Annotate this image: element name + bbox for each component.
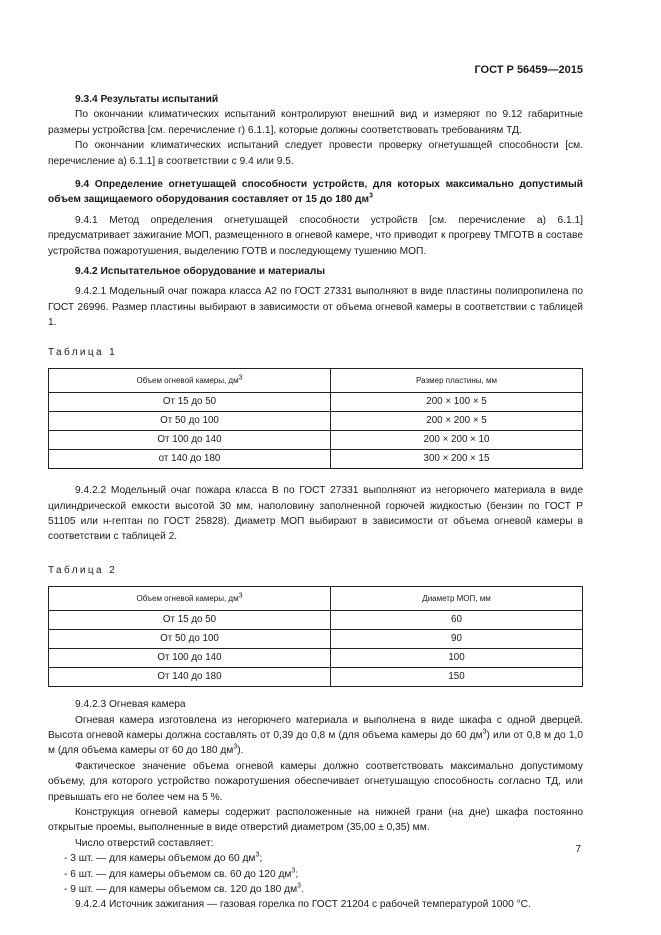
- table-2: [48, 586, 583, 687]
- table-row: От 50 до 100 200 × 200 × 5: [49, 412, 583, 431]
- paragraph: Фактическое значение объема огневой камеры должно соответствовать максимально допустимому объему, для которого устройство пожаротушения обеспечивает огнетушащую способность согласно ТД, или превышать его не более чем на 5 %.: [48, 760, 583, 803]
- table-row: от 140 до 180 300 × 200 × 15: [49, 450, 583, 469]
- section-heading-9-3-4: 9.3.4 Результаты испытаний: [75, 94, 219, 105]
- table-header-cell: Диаметр МОП, мм: [331, 587, 583, 611]
- standard-header: ГОСТ Р 56459—2015: [474, 64, 583, 76]
- superscript: 3: [369, 193, 373, 201]
- table-row: От 100 до 140 100: [49, 649, 583, 668]
- table-header-cell: Размер пластины, мм: [331, 369, 583, 393]
- list-item: - 3 шт. — для камеры объемом до 60 $дм^3$;: [64, 851, 263, 865]
- paragraph: 9.4.2.1 Модельный очаг пожара класса А2 по ГОСТ 27331 выполняют в виде пластины полипропилена по ГОСТ 26996. Размер пластины выбирают в зависимости от объема огневой камеры в соответствии с таблицей 1.: [48, 286, 583, 329]
- table-row: От 15 до 50 200 × 100 × 5: [49, 393, 583, 412]
- page-content: [48, 92, 583, 913]
- list-item: - 9 шт. — для камеры объемом св. 120 до 180 $дм^3$.: [64, 882, 304, 895]
- table-row: От 15 до 50 60: [49, 611, 583, 630]
- paragraph: 9.4.2.2 Модельный очаг пожара класса В по ГОСТ 27331 выполняют из негорючего материала в виде цилиндрической емкости высотой 30 мм, наполовину заполненной горючей жидкостью (бензин по ГОСТ Р 51105 или н-гептан по ГОСТ 25828). Диаметр МОП выбирают в зависимости от объема огневой камеры в соответствии с таблицей 2.: [48, 485, 583, 543]
- paragraph: Огневая камера изготовлена из негорючего материала и выполнена в виде шкафа с одной дверцей. Высота огневой камеры должна составлять от 0,39 до 0,8 м (для объема камеры до 60 $дм^3$) или от 0,8 м до 1,0 м (для объема камеры от 60 до 180 $дм^3$).: [48, 714, 583, 757]
- section-heading-9-4: [48, 177, 583, 208]
- subsection-heading-9-4-2-3: 9.4.2.3 Огневая камера: [75, 699, 186, 711]
- paragraph: Конструкция огневой камеры содержит расположенные на нижней грани (на дне) шкафа постоянно открытые проемы, выполненные в виде отверстий диаметром (35,00 ± 0,35) мм.: [48, 806, 583, 834]
- table-row: От 140 до 180 150: [49, 668, 583, 687]
- section-heading-9-4-2: 9.4.2 Испытательное оборудование и материалы: [75, 266, 326, 278]
- table-header-cell: Объем огневой камеры, $дм^3$: [49, 587, 331, 611]
- paragraph: 9.4.2.4 Источник зажигания — газовая горелка по ГОСТ 21204 с рабочей температурой 1000 °С.: [75, 899, 531, 911]
- list-item: - 6 шт. — для камеры объемом св. 60 до 120 $дм^3$;: [64, 867, 299, 880]
- table-caption: Таблица 1: [48, 346, 118, 358]
- table-row: От 100 до 140 200 × 200 × 10: [49, 431, 583, 450]
- table-header-cell: Объем огневой камеры, $дм^3$: [49, 369, 331, 393]
- paragraph: По окончании климатических испытаний следует провести проверку огнетушащей способности [см. перечисление а) 6.1.1] в соответствии с 9.4 или 9.5.: [48, 140, 583, 167]
- heading-text: 9.4 Определение огнетушащей способности устройств, для которых максимально допустимый объем защищаемого оборудования составляет от 15 до 180 дм: [48, 179, 583, 206]
- paragraph: 9.4.1 Метод определения огнетушащей способности устройств [см. перечисление а) 6.1.1] предусматривает зажигание МОП, размещенного в огневой камере, что приводит к прогреву ТМГОТВ в составе устройства пожаротушения, выделению ГОТВ и последующему тушению МОП.: [48, 214, 583, 257]
- page-number: 7: [575, 844, 581, 855]
- table-row: От 50 до 100 90: [49, 630, 583, 649]
- paragraph: По окончании климатических испытаний контролируют внешний вид и измеряют по 9.12 габаритные размеры устройства [см. перечисление г) 6.1.1], которые должны соответствовать требованиям ТД.: [48, 109, 583, 136]
- table-1: [48, 368, 583, 469]
- paragraph: Число отверстий составляет:: [75, 837, 214, 849]
- table-caption: Таблица 2: [48, 564, 118, 576]
